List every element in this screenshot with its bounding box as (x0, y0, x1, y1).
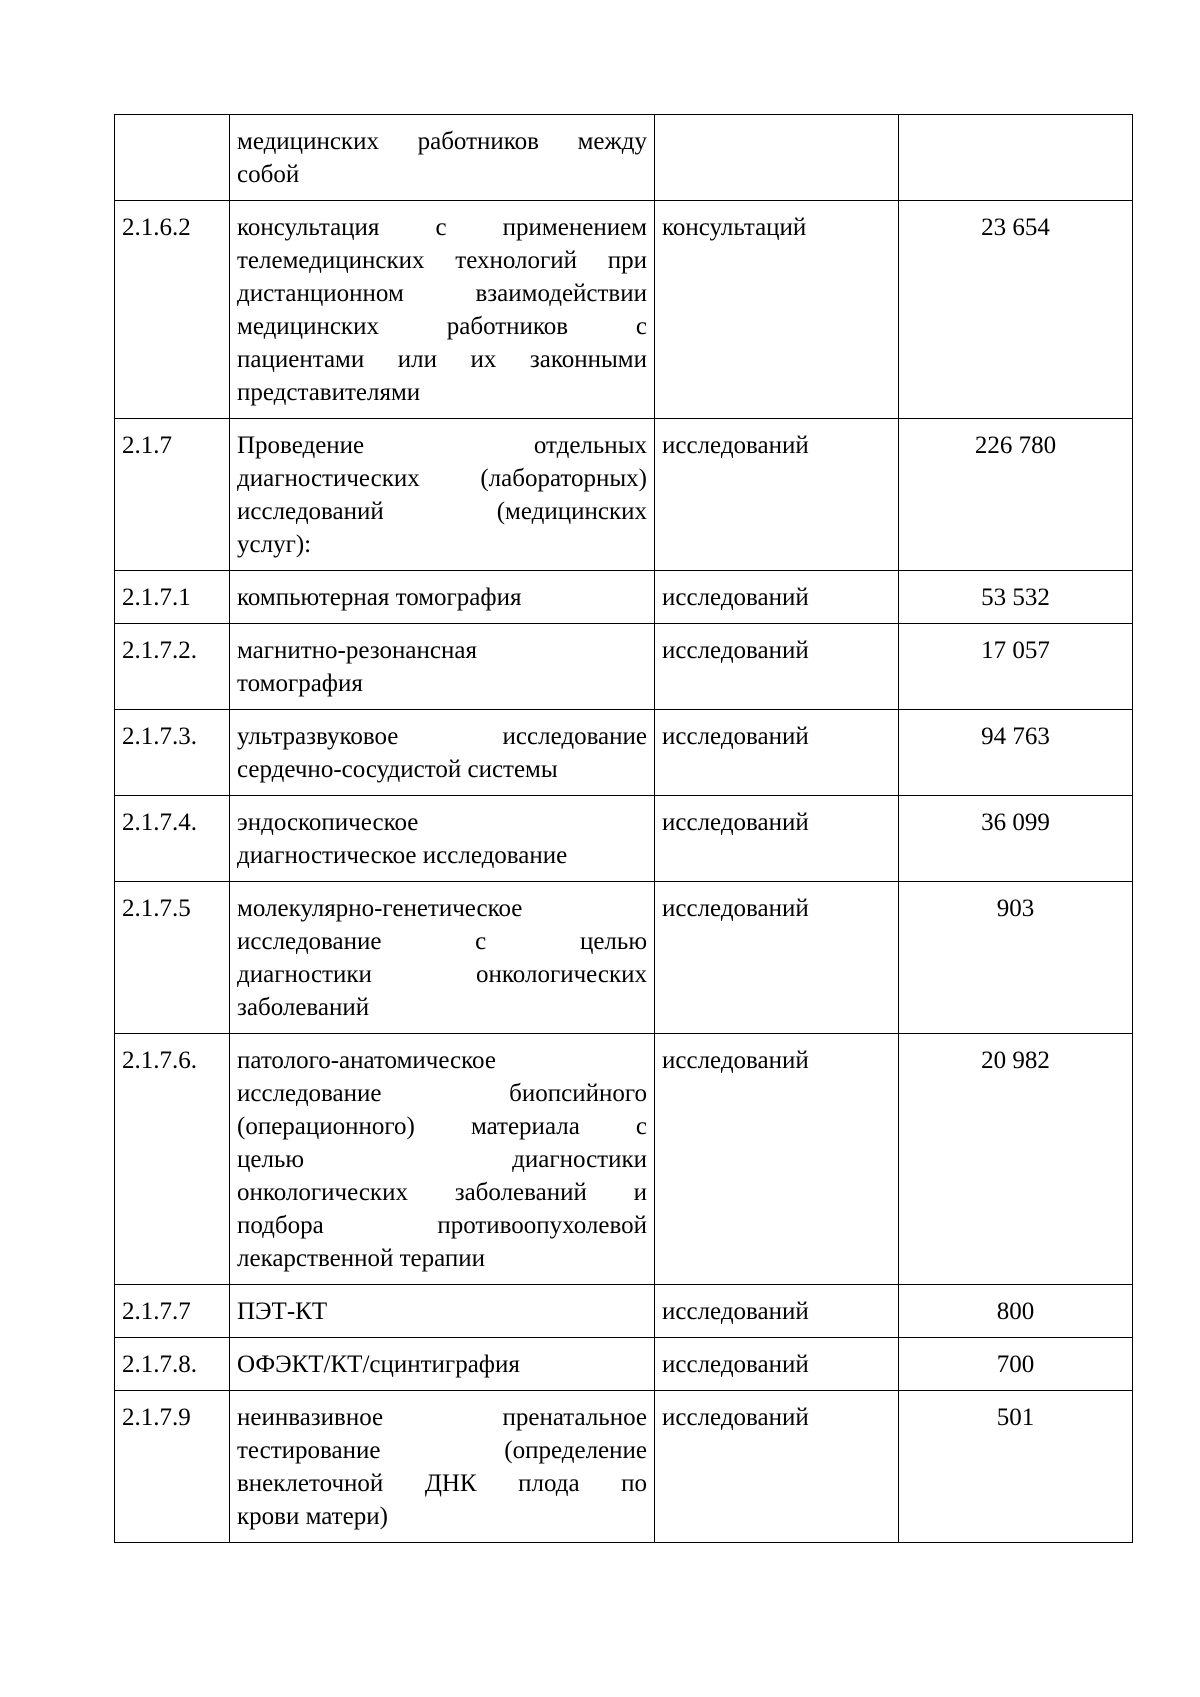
table-row (115, 201, 1133, 419)
service-name-cell (230, 710, 655, 796)
volume-value-cell: 23 654 (899, 201, 1133, 419)
row-number-cell: 2.1.7.2. (115, 624, 230, 710)
unit-cell: исследований (655, 571, 899, 624)
service-name-line: диагностическое исследование (237, 842, 568, 869)
table-row (115, 571, 1133, 624)
row-number-cell: 2.1.6.2 (115, 201, 230, 419)
row-number-cell: 2.1.7 (115, 419, 230, 571)
row-number-cell: 2.1.7.6. (115, 1034, 230, 1285)
service-name-line: эндоскопическое (237, 809, 419, 836)
service-name-line: медицинских работников с (237, 313, 647, 340)
volume-value-cell: 20 982 (899, 1034, 1133, 1285)
service-name-line: диагностики онкологических (237, 961, 647, 988)
service-name-line: консультация с применением (237, 214, 647, 241)
volume-value-cell (899, 115, 1133, 201)
unit-cell: исследований (655, 796, 899, 882)
volume-value-cell: 53 532 (899, 571, 1133, 624)
service-name-line: представителями (237, 379, 421, 406)
unit-cell: исследований (655, 882, 899, 1034)
service-name-cell (230, 624, 655, 710)
service-name-line: исследований (медицинских (237, 498, 647, 525)
unit-cell: исследований (655, 1338, 899, 1391)
service-name-cell (230, 882, 655, 1034)
service-name-line: внеклеточной ДНК плода по (237, 1470, 647, 1497)
service-name-line: подбора противоопухолевой (237, 1212, 647, 1239)
table-row (115, 1338, 1133, 1391)
row-number-cell: 2.1.7.1 (115, 571, 230, 624)
service-name-line: дистанционном взаимодействии (237, 280, 647, 307)
service-name-line: онкологических заболеваний и (237, 1179, 647, 1206)
unit-cell: исследований (655, 710, 899, 796)
service-name-line: ПЭТ-КТ (237, 1298, 328, 1325)
unit-cell: исследований (655, 419, 899, 571)
service-name-line: диагностических (лабораторных) (237, 465, 647, 492)
service-name-cell (230, 796, 655, 882)
table-row (115, 796, 1133, 882)
row-number-cell (115, 115, 230, 201)
volume-value-cell: 903 (899, 882, 1133, 1034)
volume-value-cell: 94 763 (899, 710, 1133, 796)
service-name-cell (230, 201, 655, 419)
row-number-cell: 2.1.7.7 (115, 1285, 230, 1338)
unit-cell: исследований (655, 1285, 899, 1338)
table-row (115, 624, 1133, 710)
row-number-cell: 2.1.7.3. (115, 710, 230, 796)
table-body (115, 115, 1133, 1543)
volume-value-cell: 17 057 (899, 624, 1133, 710)
service-name-line: патолого-анатомическое (237, 1047, 496, 1074)
service-name-cell (230, 571, 655, 624)
service-name-line: ультразвуковое исследование (237, 723, 647, 750)
service-name-line: заболеваний (237, 994, 370, 1021)
service-name-line: крови матери) (237, 1503, 388, 1530)
table-row (115, 710, 1133, 796)
service-name-line: исследование биопсийного (237, 1080, 647, 1107)
service-name-line: молекулярно-генетическое (237, 895, 523, 922)
service-name-line: собой (237, 161, 300, 188)
unit-cell: консультаций (655, 201, 899, 419)
service-name-cell (230, 1338, 655, 1391)
unit-cell: исследований (655, 1391, 899, 1543)
service-name-line: магнитно-резонансная (237, 637, 477, 664)
table-row (115, 1034, 1133, 1285)
table-row (115, 1391, 1133, 1543)
service-name-line: услуг): (237, 531, 312, 558)
service-name-line: ОФЭКТ/КТ/сцинтиграфия (237, 1351, 520, 1378)
table-row (115, 1285, 1133, 1338)
service-name-line: неинвазивное пренатальное (237, 1404, 647, 1431)
service-name-cell (230, 1034, 655, 1285)
service-name-line: томография (237, 670, 363, 697)
volume-value-cell: 700 (899, 1338, 1133, 1391)
table-row (115, 882, 1133, 1034)
services-volume-table (114, 114, 1133, 1543)
service-name-line: исследование с целью (237, 928, 647, 955)
service-name-line: лекарственной терапии (237, 1245, 486, 1272)
volume-value-cell: 226 780 (899, 419, 1133, 571)
service-name-cell (230, 419, 655, 571)
service-name-line: Проведение отдельных (237, 432, 647, 459)
unit-cell: исследований (655, 624, 899, 710)
service-name-line: тестирование (определение (237, 1437, 647, 1464)
row-number-cell: 2.1.7.8. (115, 1338, 230, 1391)
volume-value-cell: 800 (899, 1285, 1133, 1338)
service-name-cell (230, 1391, 655, 1543)
service-name-line: целью диагностики (237, 1146, 647, 1173)
row-number-cell: 2.1.7.9 (115, 1391, 230, 1543)
volume-value-cell: 501 (899, 1391, 1133, 1543)
service-name-line: пациентами или их законными (237, 346, 647, 373)
service-name-line: компьютерная томография (237, 584, 522, 611)
unit-cell (655, 115, 899, 201)
service-name-cell (230, 1285, 655, 1338)
unit-cell: исследований (655, 1034, 899, 1285)
row-number-cell: 2.1.7.5 (115, 882, 230, 1034)
service-name-line: сердечно-сосудистой системы (237, 756, 558, 783)
table-row (115, 115, 1133, 201)
service-name-line: (операционного) материала с (237, 1113, 647, 1140)
row-number-cell: 2.1.7.4. (115, 796, 230, 882)
service-name-line: медицинских работников между (237, 128, 647, 155)
table-row (115, 419, 1133, 571)
volume-value-cell: 36 099 (899, 796, 1133, 882)
service-name-line: телемедицинских технологий при (237, 247, 647, 274)
service-name-cell (230, 115, 655, 201)
